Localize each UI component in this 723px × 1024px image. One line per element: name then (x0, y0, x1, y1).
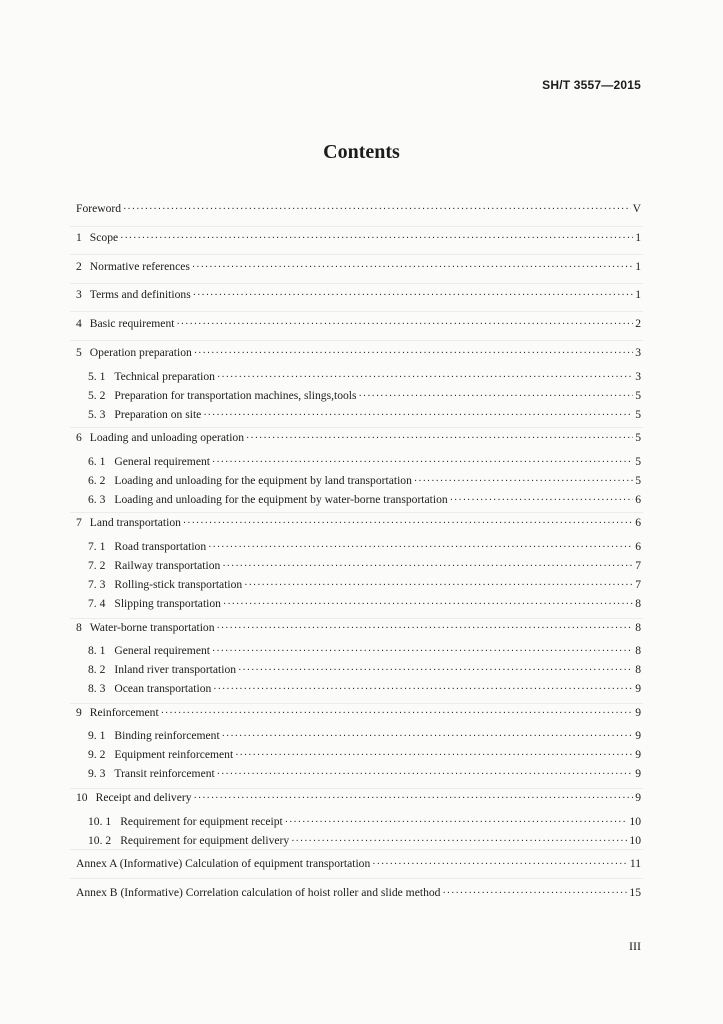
toc-entry-text: Technical preparation (114, 370, 215, 383)
toc-subentry[interactable] (88, 540, 641, 555)
dot-leader (194, 347, 633, 361)
toc-page-number: 9 (635, 767, 641, 780)
toc-entry[interactable] (76, 260, 641, 275)
row-divider (70, 703, 643, 704)
dot-leader (222, 560, 633, 574)
toc-section-number: 5. 1 (88, 370, 106, 383)
row-divider (70, 618, 643, 619)
row-divider (70, 788, 643, 789)
dot-leader (208, 541, 633, 555)
row-divider (70, 311, 643, 312)
toc-page-number: 9 (635, 682, 641, 695)
toc-entry[interactable] (76, 231, 641, 246)
toc-section-number: 9. 1 (88, 729, 106, 742)
toc-section-number: 10. 1 (88, 815, 112, 828)
toc-page-number: 8 (635, 644, 641, 657)
toc-section-number: 7. 2 (88, 559, 106, 572)
toc-entry-text: Loading and unloading operation (89, 431, 245, 444)
toc-section-number: 9. 3 (88, 767, 106, 780)
toc-page-number: 10 (629, 834, 641, 847)
toc-entry[interactable] (76, 288, 641, 303)
dot-leader (238, 664, 633, 678)
toc-entry[interactable] (76, 706, 641, 721)
toc-entry-annex-b[interactable] (76, 886, 641, 901)
toc-page-number: 5 (635, 455, 641, 468)
toc-entry-text: Receipt and delivery (95, 791, 192, 804)
toc-section-number: 7. 3 (88, 578, 106, 591)
row-divider (70, 254, 643, 255)
toc-subentry[interactable] (88, 408, 641, 423)
toc-section-number: 1 (76, 231, 82, 244)
toc-entry-text: Normative references (89, 260, 190, 273)
toc-subentry[interactable] (88, 559, 641, 574)
toc-section-number: 4 (76, 317, 82, 330)
toc-section-number: 7. 4 (88, 597, 106, 610)
toc-entry-text: Equipment reinforcement (114, 748, 234, 761)
dot-leader (217, 768, 633, 782)
toc-section-number: 8 (76, 621, 82, 634)
dot-leader (442, 887, 627, 901)
row-divider (70, 283, 643, 284)
toc-page-number: 15 (629, 886, 641, 899)
toc-section-number: 8. 3 (88, 682, 106, 695)
toc-section-number: 7. 1 (88, 540, 106, 553)
dot-leader (222, 730, 634, 744)
toc-subentry[interactable] (88, 748, 641, 763)
toc-entry-text: Requirement for equipment receipt (120, 815, 283, 828)
toc-entry-text: Scope (89, 231, 119, 244)
dot-leader (203, 409, 633, 423)
toc-subentry[interactable] (88, 597, 641, 612)
row-divider (70, 226, 643, 227)
toc-subentry[interactable] (88, 729, 641, 744)
toc-entry-text: Requirement for equipment delivery (120, 834, 290, 847)
page-folio: III (629, 939, 641, 953)
toc-page-number: 8 (635, 663, 641, 676)
toc-entry[interactable] (76, 431, 641, 446)
toc-section-number: 5 (76, 346, 82, 359)
toc-page-number: 5 (635, 431, 641, 444)
toc-entry-text: Foreword (76, 202, 122, 215)
toc-section-number: 5. 2 (88, 389, 106, 402)
toc-entry-text: Binding reinforcement (114, 729, 220, 742)
toc-section-number: 9 (76, 706, 82, 719)
toc-page-number: 5 (635, 408, 641, 421)
toc-page-number: 10 (629, 815, 641, 828)
toc-entry-text: General requirement (114, 644, 210, 657)
toc-page-number: 6 (635, 493, 641, 506)
dot-leader (161, 707, 634, 721)
dot-leader (183, 517, 633, 531)
dot-leader (223, 598, 633, 612)
dot-leader (246, 432, 633, 446)
toc-page-number: 1 (635, 231, 641, 244)
toc-subentry[interactable] (88, 834, 641, 849)
toc-entry-text: Railway transportation (114, 559, 221, 572)
toc-section-number: 10 (76, 791, 88, 804)
toc-page-number: 5 (635, 389, 641, 402)
toc-page-number: 9 (635, 748, 641, 761)
dot-leader (176, 318, 633, 332)
toc-entry-text: Road transportation (114, 540, 207, 553)
toc-section-number: 8. 1 (88, 644, 106, 657)
toc-subentry[interactable] (88, 663, 641, 678)
toc-section-number: 6. 1 (88, 455, 106, 468)
toc-entry-text: Reinforcement (89, 706, 159, 719)
toc-entry-text: Terms and definitions (89, 288, 191, 301)
dot-leader (194, 792, 634, 806)
toc-section-number: 5. 3 (88, 408, 106, 421)
toc-page-number: 6 (635, 516, 641, 529)
dot-leader (359, 390, 634, 404)
toc-page-number: 6 (635, 540, 641, 553)
toc-page-number: 9 (635, 729, 641, 742)
toc-entry[interactable] (76, 516, 641, 531)
toc-entry-text: Preparation on site (114, 408, 202, 421)
toc-page-number: 1 (635, 288, 641, 301)
toc-entry-text: Operation preparation (89, 346, 192, 359)
dot-leader (212, 456, 633, 470)
dot-leader (213, 683, 633, 697)
toc-section-number: 9. 2 (88, 748, 106, 761)
toc-section-number: 3 (76, 288, 82, 301)
toc-subentry[interactable] (88, 370, 641, 385)
dot-leader (120, 232, 633, 246)
toc-entry-text: Annex B (Informative) Correlation calculation of hoist roller and slide method (76, 886, 441, 899)
toc-subentry[interactable] (88, 474, 641, 489)
dot-leader (291, 835, 627, 849)
dot-leader (372, 858, 628, 872)
toc-page-number: 7 (635, 559, 641, 572)
toc-entry-foreword[interactable] (76, 202, 641, 217)
toc-entry-text: Loading and unloading for the equipment by land transportation (114, 474, 412, 487)
toc-entry[interactable] (76, 346, 641, 361)
dot-leader (217, 622, 634, 636)
toc-page-number: 3 (635, 346, 641, 359)
dot-leader (192, 261, 633, 275)
page-title: Contents (323, 141, 400, 163)
dot-leader (123, 203, 631, 217)
toc-entry-text: Ocean transportation (114, 682, 212, 695)
toc-page-number: 5 (635, 474, 641, 487)
toc-page-number: 11 (629, 857, 641, 870)
toc-section-number: 8. 2 (88, 663, 106, 676)
toc-entry[interactable] (76, 791, 641, 806)
toc-page-number: 7 (635, 578, 641, 591)
toc-section-number: 2 (76, 260, 82, 273)
toc-section-number: 6. 2 (88, 474, 106, 487)
toc-entry-text: Water-borne transportation (89, 621, 215, 634)
toc-page-number: 8 (635, 597, 641, 610)
toc-subentry[interactable] (88, 767, 641, 782)
toc-entry[interactable] (76, 621, 641, 636)
toc-page-number: 9 (635, 706, 641, 719)
toc-subentry[interactable] (88, 578, 641, 593)
toc-subentry[interactable] (88, 493, 641, 508)
toc-section-number: 10. 2 (88, 834, 112, 847)
standard-code: SH/T 3557—2015 (542, 78, 641, 92)
row-divider (70, 427, 643, 428)
toc-entry-text: Loading and unloading for the equipment by water-borne transportation (114, 493, 448, 506)
dot-leader (414, 475, 633, 489)
toc-entry-text: Transit reinforcement (114, 767, 215, 780)
toc-subentry[interactable] (88, 389, 641, 404)
toc-subentry[interactable] (88, 455, 641, 470)
toc-section-number: 7 (76, 516, 82, 529)
toc-subentry[interactable] (88, 815, 641, 830)
toc-entry-text: Rolling-stick transportation (114, 578, 243, 591)
dot-leader (450, 494, 633, 508)
toc-page-number: 3 (635, 370, 641, 383)
toc-entry-text: Annex A (Informative) Calculation of equipment transportation (76, 857, 371, 870)
toc-page-number: 1 (635, 260, 641, 273)
toc-subentry[interactable] (88, 644, 641, 659)
dot-leader (244, 579, 633, 593)
row-divider (70, 878, 643, 879)
toc-entry-text: General requirement (114, 455, 210, 468)
dot-leader (193, 289, 633, 303)
toc-entry-annex-a[interactable] (76, 857, 641, 872)
dot-leader (217, 371, 633, 385)
dot-leader (285, 816, 628, 830)
dot-leader (235, 749, 633, 763)
toc-entry-text: Slipping transportation (114, 597, 221, 610)
toc-page-number: 8 (635, 621, 641, 634)
row-divider (70, 849, 643, 850)
toc-page-number: 2 (635, 317, 641, 330)
toc-section-number: 6 (76, 431, 82, 444)
row-divider (70, 340, 643, 341)
toc-entry-text: Inland river transportation (114, 663, 237, 676)
toc-entry-text: Basic requirement (89, 317, 175, 330)
toc-page-number: V (632, 202, 641, 215)
toc-subentry[interactable] (88, 682, 641, 697)
toc-page-number: 9 (635, 791, 641, 804)
toc-entry-text: Land transportation (89, 516, 181, 529)
toc-entry-text: Preparation for transportation machines, slings,tools (114, 389, 357, 402)
dot-leader (212, 645, 633, 659)
toc-entry[interactable] (76, 317, 641, 332)
toc-section-number: 6. 3 (88, 493, 106, 506)
row-divider (70, 512, 643, 513)
